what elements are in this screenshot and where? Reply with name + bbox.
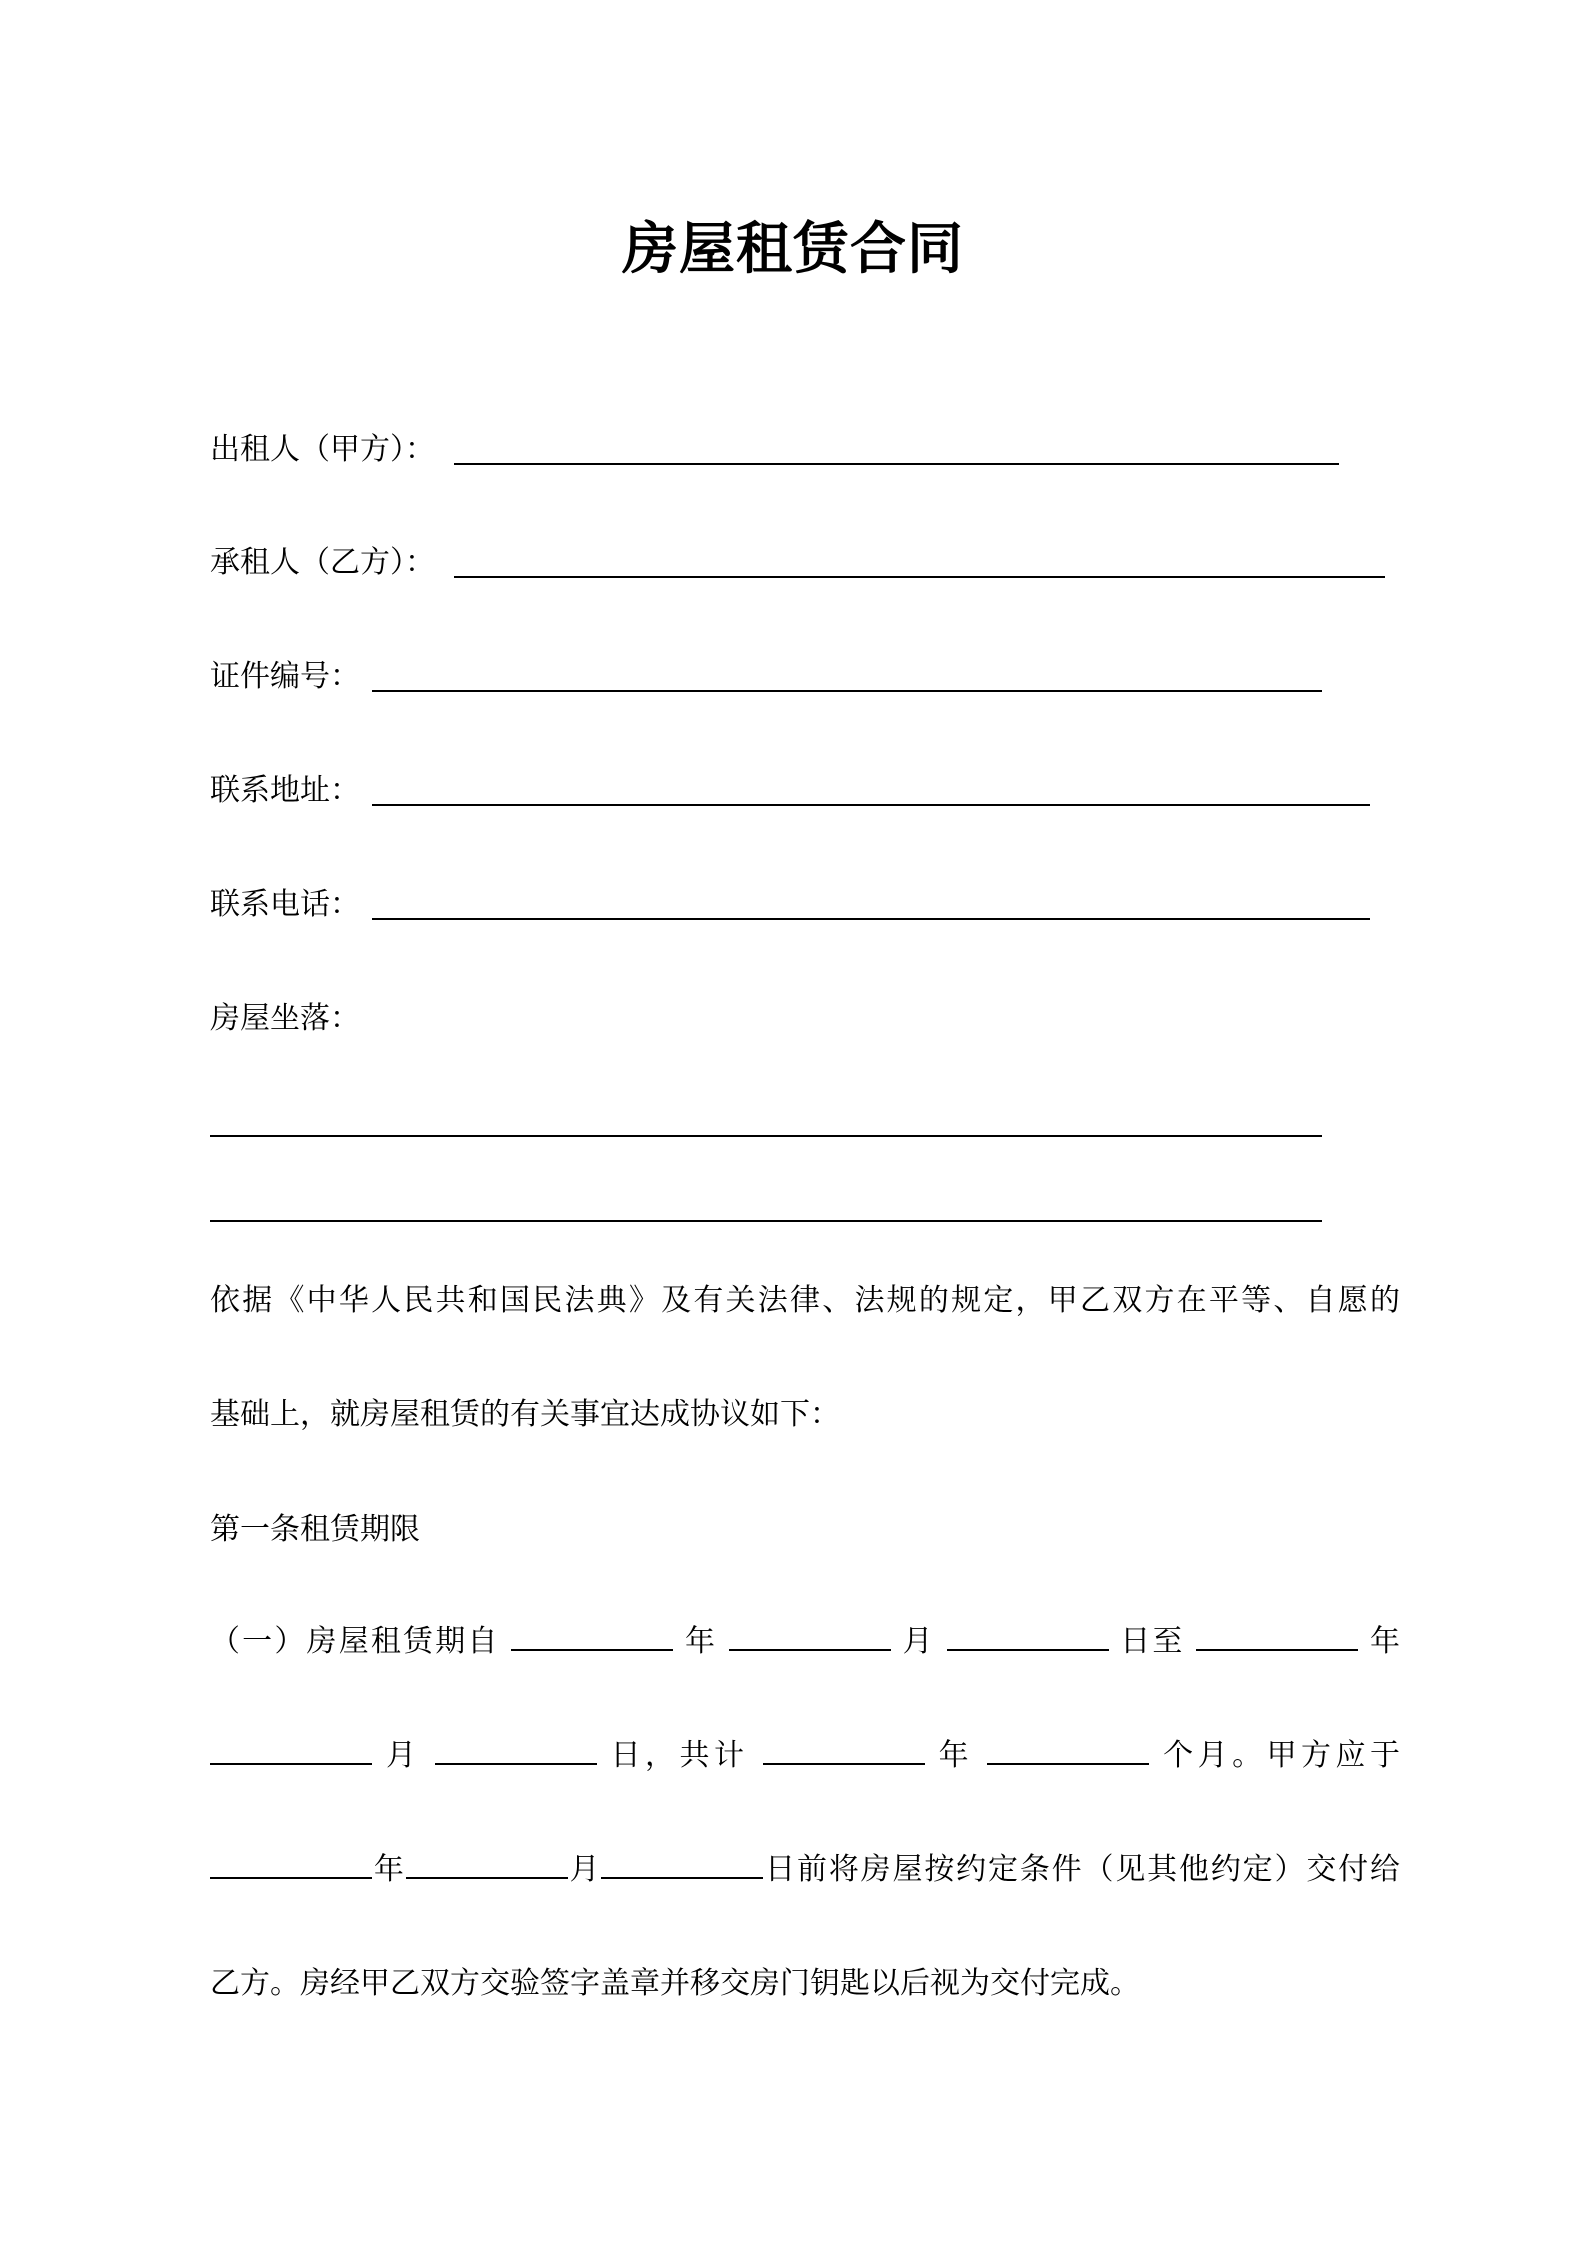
text: 年 bbox=[685, 1624, 718, 1659]
property-location-field-2[interactable] bbox=[210, 1220, 1322, 1222]
property-location-field-1[interactable] bbox=[210, 1135, 1322, 1137]
preamble-line-1: 依据《中华人民共和国民法典》及有关法律、法规的规定，甲乙双方在平等、自愿的 bbox=[210, 1283, 1400, 1318]
text: 个月。甲方应于 bbox=[1163, 1738, 1401, 1773]
total-months-blank[interactable] bbox=[987, 1737, 1149, 1765]
delivery-year-blank[interactable] bbox=[210, 1851, 372, 1879]
delivery-month-blank[interactable] bbox=[406, 1851, 568, 1879]
text: 年 bbox=[372, 1852, 406, 1887]
text: 年 bbox=[938, 1738, 974, 1773]
property-location-label: 房屋坐落： bbox=[210, 1001, 360, 1036]
text: 年 bbox=[1370, 1624, 1401, 1659]
lessee-field[interactable] bbox=[454, 576, 1385, 578]
text: 月 bbox=[386, 1738, 421, 1773]
text: （一）房屋租赁期自 bbox=[210, 1624, 500, 1659]
term-line-4: 乙方。房经甲乙双方交验签字盖章并移交房门钥匙以后视为交付完成。 bbox=[210, 1966, 1140, 2001]
end-month-blank[interactable] bbox=[210, 1737, 372, 1765]
term-line-3 bbox=[210, 1844, 1400, 1888]
address-label: 联系地址： bbox=[210, 773, 360, 808]
start-year-blank[interactable] bbox=[511, 1623, 673, 1651]
text: 日前将房屋按约定条件（见其他约定）交付给 bbox=[763, 1852, 1401, 1887]
end-year-blank[interactable] bbox=[1196, 1623, 1358, 1651]
end-day-blank[interactable] bbox=[435, 1737, 597, 1765]
total-years-blank[interactable] bbox=[763, 1737, 925, 1765]
start-day-blank[interactable] bbox=[947, 1623, 1109, 1651]
text: 日至 bbox=[1120, 1624, 1185, 1659]
delivery-day-blank[interactable] bbox=[601, 1851, 763, 1879]
lessor-label: 出租人（甲方）： bbox=[210, 432, 435, 467]
lessor-field[interactable] bbox=[454, 463, 1339, 465]
id-number-field[interactable] bbox=[372, 690, 1322, 692]
article-1-heading: 第一条租赁期限 bbox=[210, 1512, 420, 1547]
text: 月 bbox=[902, 1624, 935, 1659]
term-line-2 bbox=[210, 1730, 1400, 1774]
preamble-line-2: 基础上，就房屋租赁的有关事宜达成协议如下： bbox=[210, 1397, 840, 1432]
address-field[interactable] bbox=[372, 804, 1370, 806]
start-month-blank[interactable] bbox=[729, 1623, 891, 1651]
text: 月 bbox=[567, 1852, 602, 1887]
lessee-label: 承租人（乙方）： bbox=[210, 545, 435, 580]
term-line-1 bbox=[210, 1616, 1400, 1660]
id-number-label: 证件编号： bbox=[210, 659, 360, 694]
phone-label: 联系电话： bbox=[210, 887, 360, 922]
text: 日，共计 bbox=[610, 1738, 749, 1773]
phone-field[interactable] bbox=[372, 918, 1370, 920]
document-title: 房屋租赁合同 bbox=[622, 217, 964, 282]
